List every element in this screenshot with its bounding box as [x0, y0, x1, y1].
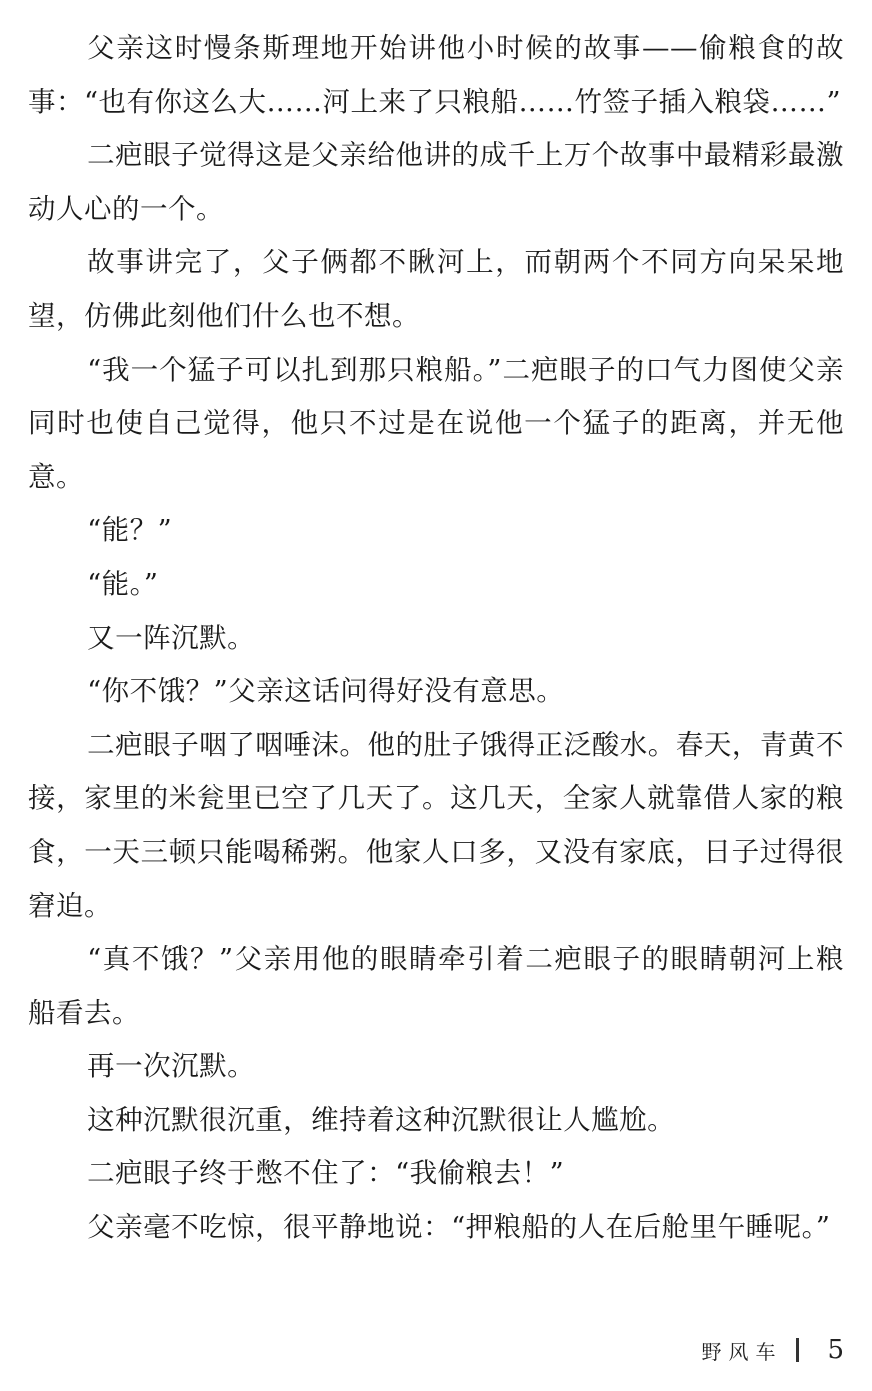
- paragraph: 又一阵沉默。: [87, 621, 256, 654]
- paragraph: “真不饿？”父亲用他的眼睛牵引着二疤眼子的眼睛朝河上粮船看去。: [28, 943, 844, 1029]
- page-number: 5: [827, 1335, 844, 1365]
- page-body: [28, 22, 844, 1255]
- paragraph: “能。”: [87, 567, 159, 600]
- paragraph: 这种沉默很沉重，维持着这种沉默很让人尴尬。: [87, 1103, 676, 1136]
- footer-divider: [796, 1338, 799, 1362]
- paragraph: 二疤眼子觉得这是父亲给他讲的成千上万个故事中最精彩最激动人心的一个。: [28, 139, 844, 225]
- running-title: 野风车: [701, 1339, 783, 1364]
- paragraph: “你不饿？”父亲这话问得好没有意思。: [87, 675, 565, 708]
- paragraph: 父亲这时慢条斯理地开始讲他小时候的故事——偷粮食的故事：“也有你这么大……河上来了只粮船……竹签子插入粮袋……”: [28, 32, 844, 118]
- paragraph: 故事讲完了，父子俩都不瞅河上，而朝两个不同方向呆呆地望，仿佛此刻他们什么也不想。: [28, 246, 844, 332]
- paragraph: 父亲毫不吃惊，很平静地说：“押粮船的人在后舱里午睡呢。”: [87, 1211, 831, 1244]
- paragraph: “能？”: [87, 514, 173, 547]
- page-footer: [701, 1330, 844, 1370]
- paragraph: 二疤眼子咽了咽唾沫。他的肚子饿得正泛酸水。春天，青黄不接，家里的米瓮里已空了几天了。这几天，全家人就靠借人家的粮食，一天三顿只能喝稀粥。他家人口多，又没有家底，日子过得很窘迫。: [28, 728, 844, 922]
- paragraph: “我一个猛子可以扎到那只粮船。”二疤眼子的口气力图使父亲同时也使自己觉得，他只不过是在说他一个猛子的距离，并无他意。: [28, 353, 844, 493]
- paragraph: 再一次沉默。: [87, 1050, 256, 1083]
- paragraph: 二疤眼子终于憋不住了：“我偷粮去！”: [87, 1157, 565, 1190]
